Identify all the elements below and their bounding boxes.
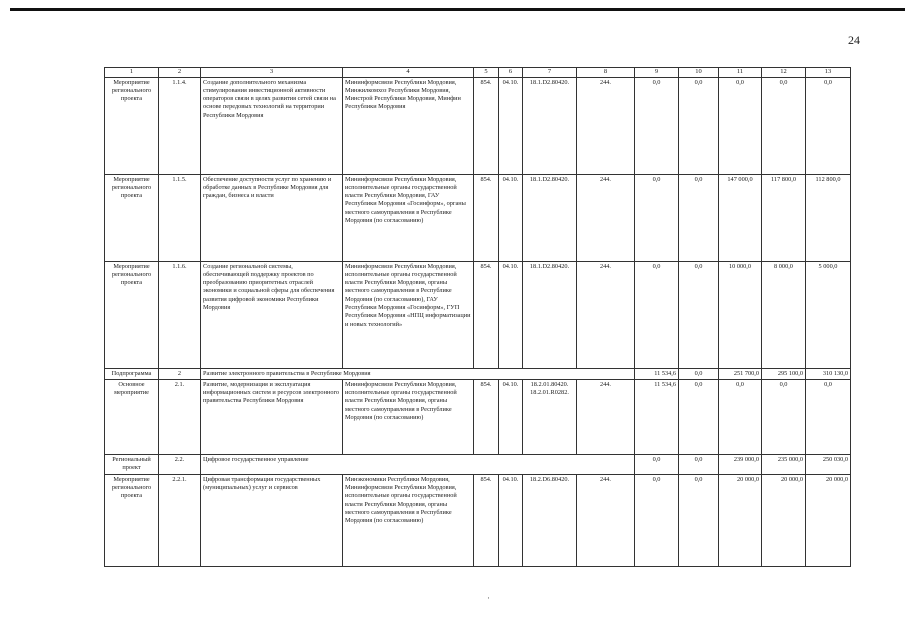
value-cell: 0,0 [679, 454, 719, 474]
value-cell: 0,0 [679, 368, 719, 379]
code-expense-type: 244. [577, 261, 635, 368]
code-expense-type: 244. [577, 474, 635, 566]
column-header: 10 [679, 68, 719, 78]
value-cell: 310 130,0 [806, 368, 851, 379]
scan-speck: · [487, 593, 490, 603]
code-target: 18.2.01.80420. 18.2.01.R0282. [523, 379, 577, 454]
event-type: Региональный проект [105, 454, 159, 474]
column-header: 13 [806, 68, 851, 78]
code-target: 18.1.D2.80420. [523, 174, 577, 261]
value-cell: 0,0 [679, 261, 719, 368]
event-number: 2.1. [159, 379, 201, 454]
responsible-executor: Мининформсвязи Республики Мордовия, Минжилкомхоз Республики Мордовия, Минстрой Республики Мордовия, Минфин Республики Мордовия [343, 77, 474, 174]
responsible-executor: Мининформсвязи Республики Мордовия, исполнительные органы государственной власти Республики Мордовия, органы местного самоуправления в Республике Мордовия (по согласованию), ГАУ Республики Мордовия «Госинформ», ГУП Республики Мордовия «НПЦ информатизации и новых технологий» [343, 261, 474, 368]
value-cell: 117 800,0 [762, 174, 806, 261]
top-border-rule [10, 8, 905, 11]
code-section: 04.10. [499, 379, 523, 454]
value-cell: 11 534,6 [635, 379, 679, 454]
value-cell: 0,0 [806, 77, 851, 174]
column-header: 12 [762, 68, 806, 78]
table-row [105, 474, 851, 566]
event-name: Цифровая трансформация государственных (муниципальных) услуг и сервисов [201, 474, 343, 566]
column-header: 9 [635, 68, 679, 78]
column-header: 1 [105, 68, 159, 78]
value-cell: 0,0 [635, 454, 679, 474]
value-cell: 250 030,0 [806, 454, 851, 474]
code-section: 04.10. [499, 474, 523, 566]
value-cell: 0,0 [719, 77, 762, 174]
value-cell: 0,0 [679, 77, 719, 174]
code-grbs: 854. [474, 174, 499, 261]
page-number: 24 [848, 33, 860, 47]
event-number: 1.1.6. [159, 261, 201, 368]
value-cell: 112 800,0 [806, 174, 851, 261]
code-grbs: 854. [474, 474, 499, 566]
event-type: Мероприятие регионального проекта [105, 474, 159, 566]
code-expense-type: 244. [577, 379, 635, 454]
value-cell: 0,0 [635, 174, 679, 261]
column-header: 2 [159, 68, 201, 78]
table-row [105, 261, 851, 368]
column-header: 7 [523, 68, 577, 78]
value-cell: 0,0 [635, 261, 679, 368]
value-cell: 239 000,0 [719, 454, 762, 474]
value-cell: 0,0 [806, 379, 851, 454]
value-cell: 20 000,0 [719, 474, 762, 566]
value-cell: 8 000,0 [762, 261, 806, 368]
value-cell: 0,0 [679, 379, 719, 454]
value-cell: 20 000,0 [806, 474, 851, 566]
code-section: 04.10. [499, 261, 523, 368]
event-number: 1.1.4. [159, 77, 201, 174]
event-name: Развитие, модернизация и эксплуатация информационных систем и ресурсов электронного правительства Республики Мордовия [201, 379, 343, 454]
header-row [105, 68, 851, 78]
code-grbs: 854. [474, 77, 499, 174]
value-cell: 11 534,6 [635, 368, 679, 379]
code-grbs: 854. [474, 261, 499, 368]
value-cell: 20 000,0 [762, 474, 806, 566]
value-cell: 0,0 [679, 474, 719, 566]
event-name: Обеспечение доступности услуг по хранению и обработке данных в Республике Мордовия для граждан, бизнеса и власти [201, 174, 343, 261]
event-type: Основное мероприятие [105, 379, 159, 454]
event-number: 2 [159, 368, 201, 379]
event-number: 1.1.5. [159, 174, 201, 261]
responsible-executor: Мининформсвязи Республики Мордовия, исполнительные органы государственной власти Республики Мордовия, ГАУ Республики Мордовия «Госинформ», органы местного самоуправления в Республике Мордовия (по согласованию) [343, 174, 474, 261]
column-header: 5 [474, 68, 499, 78]
value-cell: 0,0 [635, 474, 679, 566]
event-type: Подпрограмма [105, 368, 159, 379]
value-cell: 235 000,0 [762, 454, 806, 474]
value-cell: 147 000,0 [719, 174, 762, 261]
responsible-executor: Минэкономики Республики Мордовия, Мининформсвязи Республики Мордовия, исполнительные органы государственной власти Республики Мордовия, органы местного самоуправления в Республике Мордовия (по согласованию) [343, 474, 474, 566]
event-type: Мероприятие регионального проекта [105, 261, 159, 368]
code-target: 18.1.D2.80420. [523, 261, 577, 368]
code-grbs: 854. [474, 379, 499, 454]
code-expense-type: 244. [577, 174, 635, 261]
value-cell: 0,0 [719, 379, 762, 454]
event-name: Цифровое государственное управление [201, 454, 635, 474]
column-header: 6 [499, 68, 523, 78]
value-cell: 0,0 [635, 77, 679, 174]
table-row [105, 454, 851, 474]
event-name: Создание региональной системы, обеспечивающей поддержку проектов по преобразованию приоритетных отраслей экономики и социальной сферы для обеспечения развития цифровой экономики Республики Мордовия [201, 261, 343, 368]
value-cell: 10 000,0 [719, 261, 762, 368]
code-section: 04.10. [499, 77, 523, 174]
column-header: 11 [719, 68, 762, 78]
table-row [105, 77, 851, 174]
responsible-executor: Мининформсвязи Республики Мордовия, исполнительные органы государственной власти Республики Мордовия, органы местного самоуправления в Республике Мордовия (по согласованию) [343, 379, 474, 454]
value-cell: 0,0 [679, 174, 719, 261]
column-header: 8 [577, 68, 635, 78]
table-row [105, 174, 851, 261]
column-header: 3 [201, 68, 343, 78]
event-type: Мероприятие регионального проекта [105, 77, 159, 174]
value-cell: 0,0 [762, 77, 806, 174]
table-row [105, 379, 851, 454]
column-header: 4 [343, 68, 474, 78]
event-name: Развитие электронного правительства в Республике Мордовия [201, 368, 635, 379]
code-section: 04.10. [499, 174, 523, 261]
value-cell: 5 000,0 [806, 261, 851, 368]
event-name: Создание дополнительного механизма стимулирования инвестиционной активности операторов связи в целях развития сетей связи на основе передовых технологий на территории Республики Мордовия [201, 77, 343, 174]
event-number: 2.2.1. [159, 474, 201, 566]
budget-table [104, 67, 851, 567]
code-target: 18.2.D6.80420. [523, 474, 577, 566]
table-row [105, 368, 851, 379]
value-cell: 251 700,0 [719, 368, 762, 379]
value-cell: 0,0 [762, 379, 806, 454]
event-number: 2.2. [159, 454, 201, 474]
event-type: Мероприятие регионального проекта [105, 174, 159, 261]
value-cell: 295 100,0 [762, 368, 806, 379]
code-target: 18.1.D2.80420. [523, 77, 577, 174]
code-expense-type: 244. [577, 77, 635, 174]
